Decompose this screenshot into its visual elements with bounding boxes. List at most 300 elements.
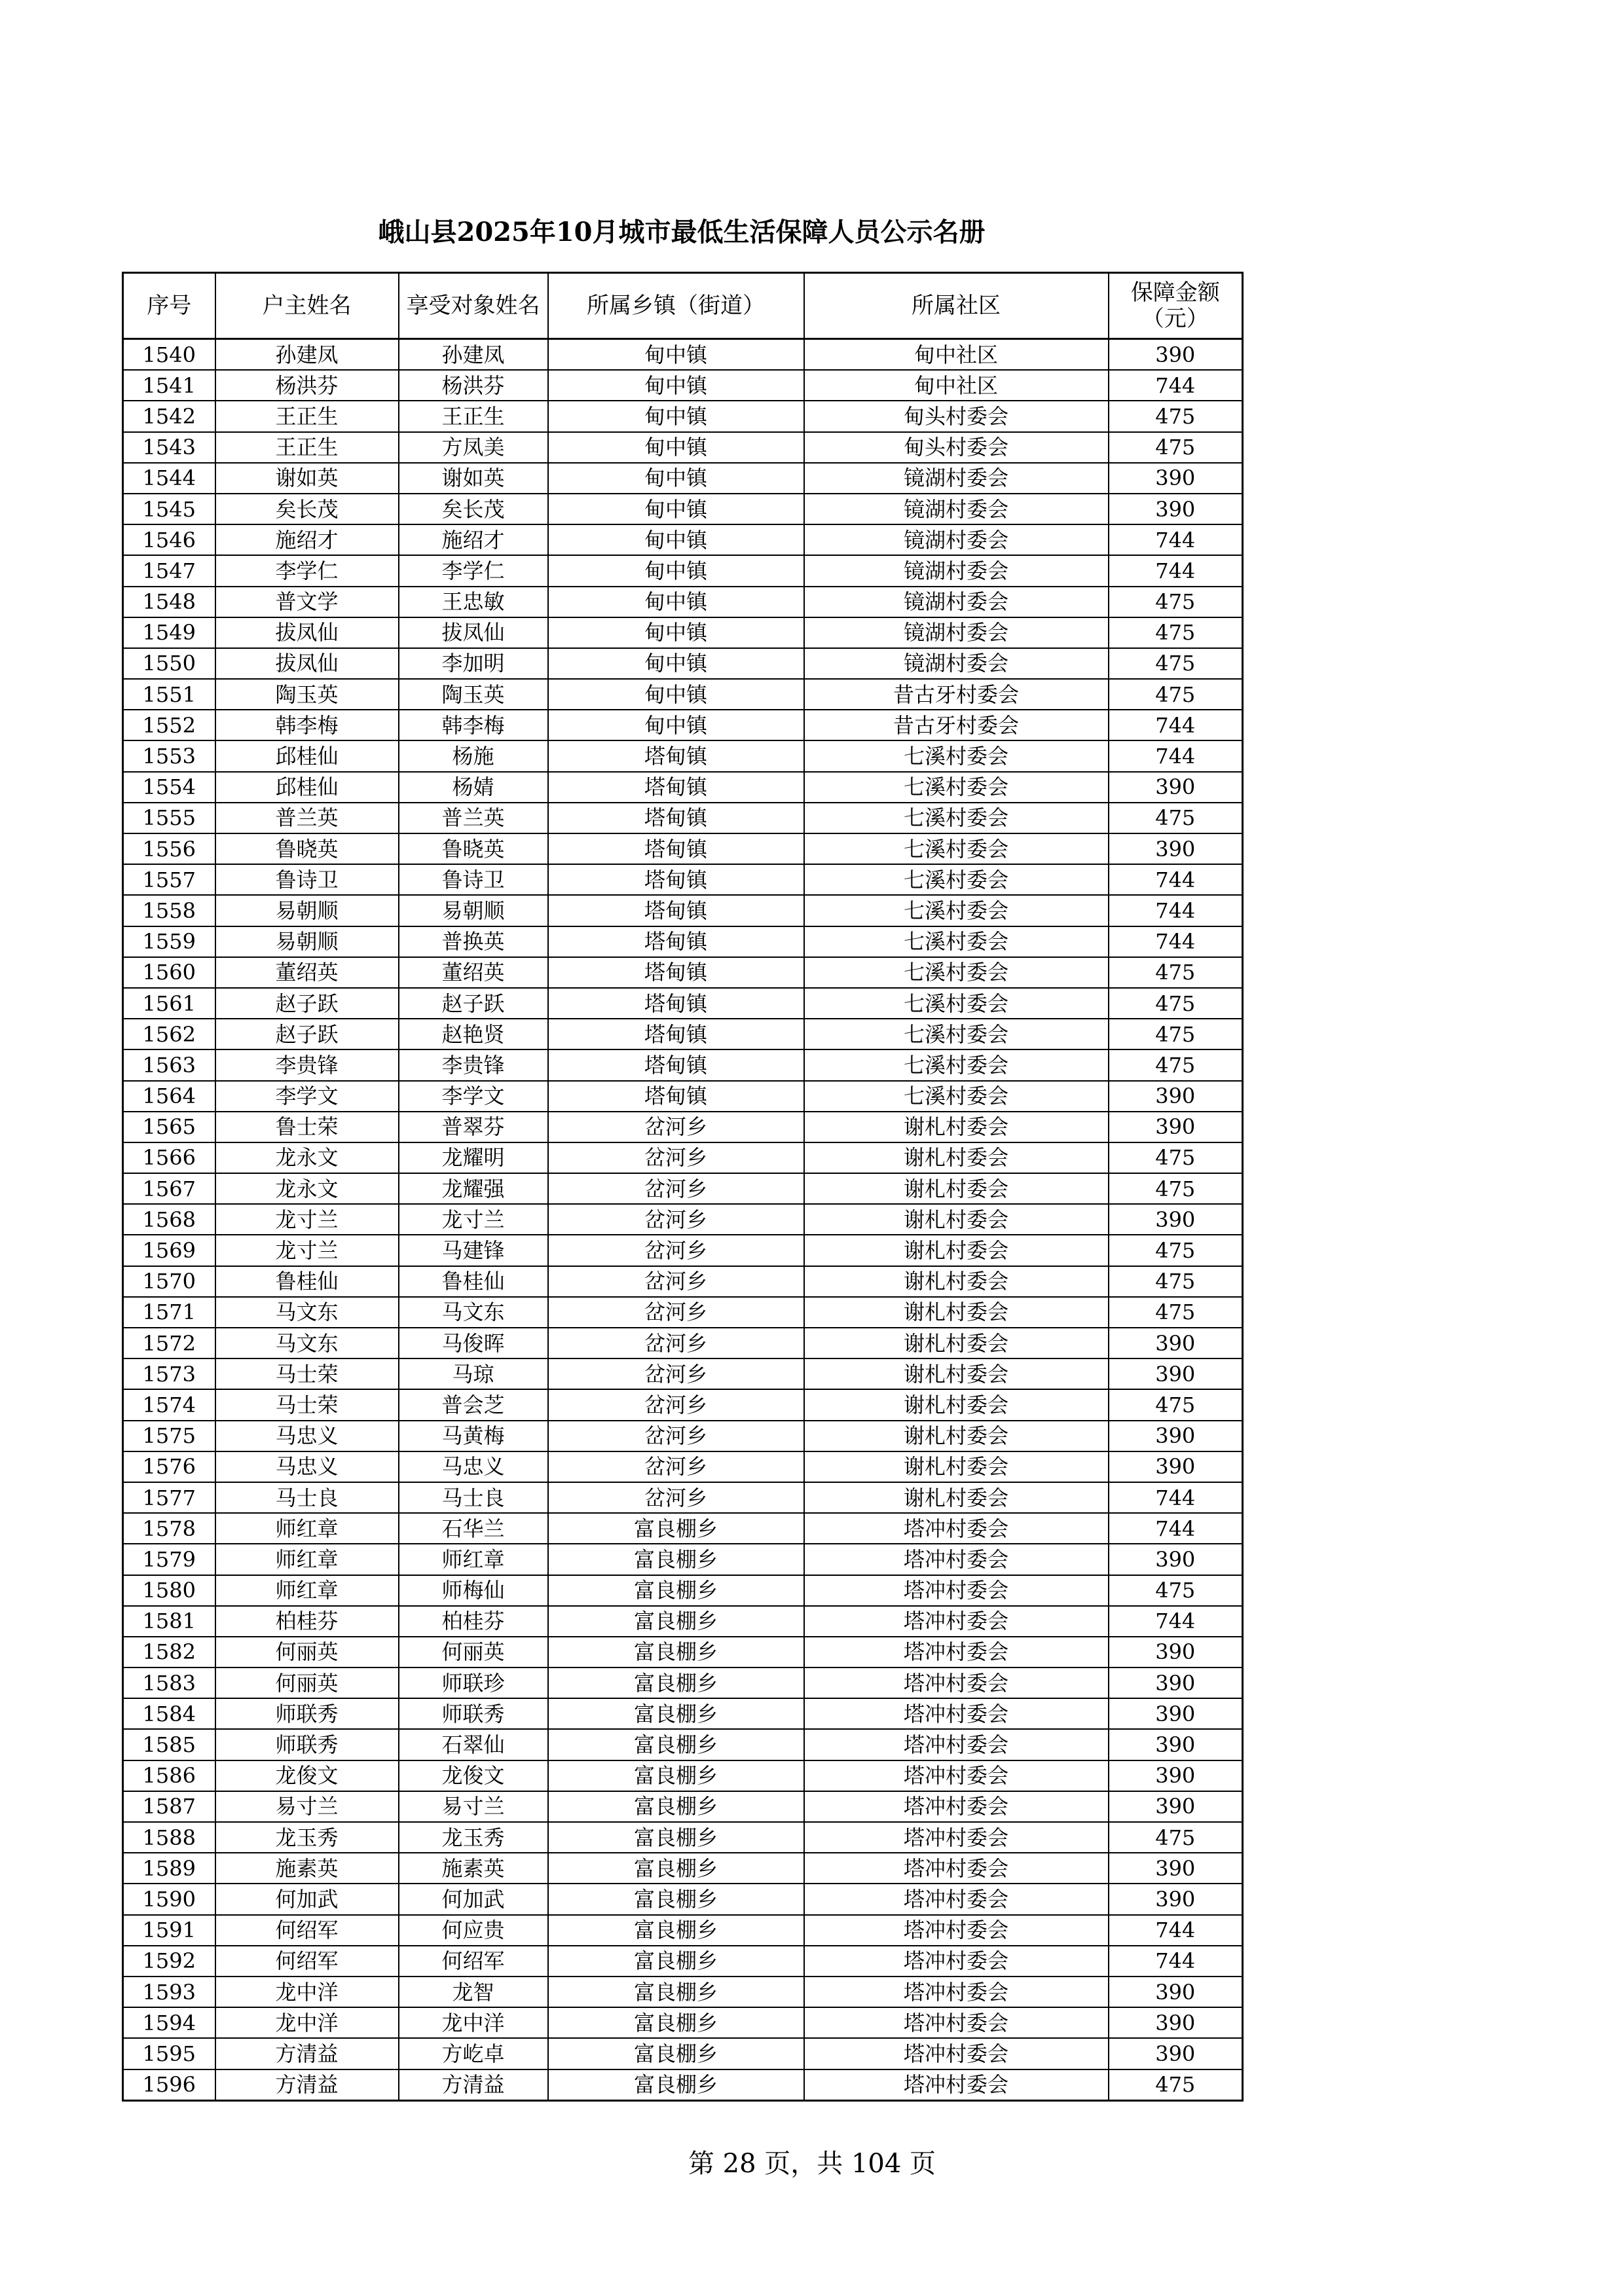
cell-amount: 744 (1109, 1915, 1243, 1946)
cell-beneficiary: 施绍才 (399, 524, 548, 555)
cell-index: 1549 (123, 617, 215, 648)
table-row (123, 1297, 1243, 1328)
cell-householder: 师红章 (215, 1513, 399, 1544)
cell-township: 富良棚乡 (548, 1977, 804, 2007)
cell-amount: 390 (1109, 494, 1243, 524)
cell-community: 昔古牙村委会 (804, 710, 1109, 740)
cell-community: 塔冲村委会 (804, 1853, 1109, 1884)
column-header-amount-line2: （元） (1141, 306, 1209, 332)
cell-index: 1583 (123, 1667, 215, 1698)
cell-beneficiary: 柏桂芬 (399, 1606, 548, 1637)
cell-beneficiary: 李学文 (399, 1081, 548, 1112)
cell-community: 七溪村委会 (804, 864, 1109, 895)
cell-amount: 390 (1109, 1544, 1243, 1575)
cell-amount: 475 (1109, 1019, 1243, 1049)
cell-beneficiary: 易朝顺 (399, 895, 548, 926)
cell-community: 七溪村委会 (804, 772, 1109, 803)
cell-beneficiary: 方屹卓 (399, 2038, 548, 2069)
cell-beneficiary: 陶玉英 (399, 679, 548, 710)
cell-amount: 744 (1109, 710, 1243, 740)
cell-township: 岔河乡 (548, 1112, 804, 1142)
cell-beneficiary: 龙中洋 (399, 2007, 548, 2038)
cell-township: 甸中镇 (548, 617, 804, 648)
cell-township: 塔甸镇 (548, 833, 804, 864)
cell-householder: 邱桂仙 (215, 740, 399, 771)
cell-township: 甸中镇 (548, 679, 804, 710)
cell-amount: 744 (1109, 1513, 1243, 1544)
cell-community: 镜湖村委会 (804, 463, 1109, 494)
table-row (123, 957, 1243, 988)
cell-householder: 马文东 (215, 1297, 399, 1328)
cell-householder: 龙俊文 (215, 1760, 399, 1791)
cell-amount: 475 (1109, 988, 1243, 1019)
cell-index: 1562 (123, 1019, 215, 1049)
cell-householder: 龙寸兰 (215, 1235, 399, 1266)
cell-amount: 475 (1109, 617, 1243, 648)
cell-amount: 475 (1109, 2069, 1243, 2101)
cell-township: 岔河乡 (548, 1297, 804, 1328)
cell-community: 谢札村委会 (804, 1297, 1109, 1328)
cell-community: 昔古牙村委会 (804, 679, 1109, 710)
cell-beneficiary: 矣长茂 (399, 494, 548, 524)
cell-householder: 鲁士荣 (215, 1112, 399, 1142)
cell-householder: 鲁桂仙 (215, 1266, 399, 1297)
cell-township: 富良棚乡 (548, 1791, 804, 1822)
cell-householder: 李学仁 (215, 555, 399, 586)
table-row (123, 494, 1243, 524)
cell-beneficiary: 石华兰 (399, 1513, 548, 1544)
cell-index: 1596 (123, 2069, 215, 2101)
cell-community: 谢札村委会 (804, 1112, 1109, 1142)
cell-index: 1575 (123, 1421, 215, 1451)
cell-amount: 744 (1109, 555, 1243, 586)
cell-index: 1567 (123, 1173, 215, 1204)
cell-amount: 390 (1109, 2038, 1243, 2069)
cell-householder: 龙玉秀 (215, 1822, 399, 1853)
cell-index: 1542 (123, 401, 215, 431)
cell-community: 镜湖村委会 (804, 524, 1109, 555)
cell-amount: 390 (1109, 833, 1243, 864)
cell-community: 塔冲村委会 (804, 2007, 1109, 2038)
table-row (123, 617, 1243, 648)
cell-township: 甸中镇 (548, 555, 804, 586)
cell-index: 1547 (123, 555, 215, 586)
cell-householder: 师红章 (215, 1575, 399, 1606)
table-row (123, 833, 1243, 864)
cell-township: 富良棚乡 (548, 2069, 804, 2101)
cell-amount: 475 (1109, 1142, 1243, 1173)
cell-beneficiary: 师梅仙 (399, 1575, 548, 1606)
cell-township: 塔甸镇 (548, 988, 804, 1019)
cell-index: 1561 (123, 988, 215, 1019)
cell-amount: 390 (1109, 2007, 1243, 2038)
table-row (123, 679, 1243, 710)
cell-householder: 拔凤仙 (215, 617, 399, 648)
cell-index: 1564 (123, 1081, 215, 1112)
cell-householder: 龙中洋 (215, 1977, 399, 2007)
cell-amount: 390 (1109, 1729, 1243, 1760)
table-row (123, 1389, 1243, 1420)
cell-index: 1559 (123, 926, 215, 957)
cell-householder: 陶玉英 (215, 679, 399, 710)
cell-householder: 王正生 (215, 432, 399, 463)
cell-amount: 475 (1109, 1389, 1243, 1420)
cell-beneficiary: 王正生 (399, 401, 548, 431)
cell-township: 岔河乡 (548, 1482, 804, 1513)
cell-index: 1543 (123, 432, 215, 463)
cell-beneficiary: 龙耀明 (399, 1142, 548, 1173)
cell-community: 谢札村委会 (804, 1389, 1109, 1420)
table-row (123, 740, 1243, 771)
cell-beneficiary: 普兰英 (399, 803, 548, 833)
cell-householder: 马士良 (215, 1482, 399, 1513)
cell-index: 1576 (123, 1451, 215, 1482)
cell-community: 甸中社区 (804, 370, 1109, 401)
cell-amount: 390 (1109, 1451, 1243, 1482)
cell-beneficiary: 师红章 (399, 1544, 548, 1575)
cell-amount: 390 (1109, 463, 1243, 494)
cell-beneficiary: 韩李梅 (399, 710, 548, 740)
cell-community: 塔冲村委会 (804, 1729, 1109, 1760)
cell-beneficiary: 易寸兰 (399, 1791, 548, 1822)
cell-amount: 390 (1109, 1977, 1243, 2007)
cell-index: 1588 (123, 1822, 215, 1853)
cell-community: 塔冲村委会 (804, 1822, 1109, 1853)
cell-community: 塔冲村委会 (804, 2038, 1109, 2069)
table-row (123, 463, 1243, 494)
cell-community: 七溪村委会 (804, 1081, 1109, 1112)
cell-township: 甸中镇 (548, 524, 804, 555)
column-header-amount-line1: 保障金额 (1130, 280, 1220, 306)
table-row (123, 1112, 1243, 1142)
cell-amount: 475 (1109, 1235, 1243, 1266)
cell-community: 塔冲村委会 (804, 1637, 1109, 1667)
column-header-amount (1109, 273, 1243, 339)
cell-householder: 何加武 (215, 1884, 399, 1914)
table-row (123, 1173, 1243, 1204)
cell-beneficiary: 赵艳贤 (399, 1019, 548, 1049)
table-row (123, 1977, 1243, 2007)
column-header-index: 序号 (123, 273, 215, 339)
table-row (123, 524, 1243, 555)
table-body (123, 339, 1243, 2101)
cell-householder: 施绍才 (215, 524, 399, 555)
cell-index: 1553 (123, 740, 215, 771)
cell-beneficiary: 马忠义 (399, 1451, 548, 1482)
cell-householder: 韩李梅 (215, 710, 399, 740)
cell-township: 富良棚乡 (548, 1667, 804, 1698)
cell-amount: 475 (1109, 679, 1243, 710)
table-row (123, 1358, 1243, 1389)
cell-amount: 390 (1109, 1884, 1243, 1914)
cell-community: 七溪村委会 (804, 988, 1109, 1019)
cell-beneficiary: 石翠仙 (399, 1729, 548, 1760)
table-row (123, 1513, 1243, 1544)
cell-beneficiary: 赵子跃 (399, 988, 548, 1019)
cell-householder: 马士荣 (215, 1358, 399, 1389)
cell-township: 甸中镇 (548, 401, 804, 431)
cell-beneficiary: 马文东 (399, 1297, 548, 1328)
cell-householder: 李学文 (215, 1081, 399, 1112)
cell-township: 甸中镇 (548, 710, 804, 740)
column-header-township: 所属乡镇（街道） (548, 273, 804, 339)
cell-community: 镜湖村委会 (804, 555, 1109, 586)
cell-index: 1594 (123, 2007, 215, 2038)
cell-beneficiary: 李加明 (399, 648, 548, 679)
cell-amount: 475 (1109, 957, 1243, 988)
cell-index: 1574 (123, 1389, 215, 1420)
table-row (123, 432, 1243, 463)
cell-community: 塔冲村委会 (804, 1977, 1109, 2007)
table-row (123, 1451, 1243, 1482)
table-row (123, 864, 1243, 895)
cell-community: 谢札村委会 (804, 1142, 1109, 1173)
cell-index: 1566 (123, 1142, 215, 1173)
cell-beneficiary: 龙智 (399, 1977, 548, 2007)
cell-householder: 谢如英 (215, 463, 399, 494)
document-title: 峨山县2025年10月城市最低生活保障人员公示名册 (378, 217, 986, 247)
cell-township: 富良棚乡 (548, 1575, 804, 1606)
cell-amount: 390 (1109, 1081, 1243, 1112)
cell-amount: 475 (1109, 1266, 1243, 1297)
cell-index: 1572 (123, 1328, 215, 1358)
cell-township: 塔甸镇 (548, 772, 804, 803)
cell-community: 七溪村委会 (804, 895, 1109, 926)
cell-householder: 施素英 (215, 1853, 399, 1884)
table-row (123, 895, 1243, 926)
cell-amount: 475 (1109, 1822, 1243, 1853)
cell-index: 1550 (123, 648, 215, 679)
cell-index: 1563 (123, 1049, 215, 1080)
cell-index: 1551 (123, 679, 215, 710)
cell-community: 镜湖村委会 (804, 587, 1109, 617)
cell-township: 富良棚乡 (548, 1637, 804, 1667)
cell-index: 1590 (123, 1884, 215, 1914)
cell-householder: 邱桂仙 (215, 772, 399, 803)
table-row (123, 1915, 1243, 1946)
cell-community: 七溪村委会 (804, 957, 1109, 988)
cell-township: 甸中镇 (548, 587, 804, 617)
cell-householder: 何绍军 (215, 1946, 399, 1977)
cell-householder: 孙建凤 (215, 339, 399, 371)
cell-amount: 744 (1109, 895, 1243, 926)
cell-township: 富良棚乡 (548, 1544, 804, 1575)
cell-index: 1554 (123, 772, 215, 803)
cell-township: 塔甸镇 (548, 957, 804, 988)
cell-township: 富良棚乡 (548, 1946, 804, 1977)
table-row (123, 1142, 1243, 1173)
cell-amount: 475 (1109, 401, 1243, 431)
cell-householder: 鲁晓英 (215, 833, 399, 864)
table-row (123, 1606, 1243, 1637)
cell-township: 岔河乡 (548, 1421, 804, 1451)
cell-householder: 赵子跃 (215, 1019, 399, 1049)
cell-amount: 390 (1109, 1421, 1243, 1451)
cell-index: 1540 (123, 339, 215, 371)
cell-amount: 744 (1109, 524, 1243, 555)
cell-householder: 方清益 (215, 2038, 399, 2069)
cell-index: 1555 (123, 803, 215, 833)
cell-township: 岔河乡 (548, 1451, 804, 1482)
cell-amount: 390 (1109, 1760, 1243, 1791)
cell-householder: 王正生 (215, 401, 399, 431)
table-row (123, 2038, 1243, 2069)
cell-community: 谢札村委会 (804, 1173, 1109, 1204)
cell-township: 富良棚乡 (548, 2038, 804, 2069)
cell-township: 甸中镇 (548, 432, 804, 463)
table-row (123, 1049, 1243, 1080)
cell-community: 塔冲村委会 (804, 1606, 1109, 1637)
cell-index: 1556 (123, 833, 215, 864)
cell-township: 富良棚乡 (548, 1513, 804, 1544)
cell-community: 塔冲村委会 (804, 1946, 1109, 1977)
table-row (123, 1266, 1243, 1297)
cell-beneficiary: 龙俊文 (399, 1760, 548, 1791)
cell-householder: 马忠义 (215, 1421, 399, 1451)
cell-amount: 744 (1109, 1606, 1243, 1637)
cell-index: 1579 (123, 1544, 215, 1575)
page-number-footer: 第 28 页，共 104 页 (688, 2149, 936, 2179)
cell-township: 岔河乡 (548, 1204, 804, 1235)
cell-amount: 390 (1109, 1204, 1243, 1235)
cell-beneficiary: 何应贵 (399, 1915, 548, 1946)
cell-beneficiary: 拔凤仙 (399, 617, 548, 648)
cell-community: 谢札村委会 (804, 1235, 1109, 1266)
cell-index: 1591 (123, 1915, 215, 1946)
cell-township: 岔河乡 (548, 1142, 804, 1173)
cell-index: 1592 (123, 1946, 215, 1977)
cell-householder: 李贵锋 (215, 1049, 399, 1080)
table-row (123, 1235, 1243, 1266)
cell-index: 1570 (123, 1266, 215, 1297)
cell-township: 富良棚乡 (548, 1760, 804, 1791)
cell-index: 1578 (123, 1513, 215, 1544)
cell-beneficiary: 普换英 (399, 926, 548, 957)
column-header-beneficiary: 享受对象姓名 (399, 273, 548, 339)
cell-householder: 易寸兰 (215, 1791, 399, 1822)
cell-amount: 744 (1109, 864, 1243, 895)
cell-amount: 390 (1109, 1637, 1243, 1667)
cell-community: 谢札村委会 (804, 1204, 1109, 1235)
cell-householder: 师红章 (215, 1544, 399, 1575)
cell-township: 富良棚乡 (548, 2007, 804, 2038)
cell-beneficiary: 孙建凤 (399, 339, 548, 371)
cell-township: 塔甸镇 (548, 740, 804, 771)
table-row (123, 1204, 1243, 1235)
table-row (123, 803, 1243, 833)
cell-township: 塔甸镇 (548, 1019, 804, 1049)
cell-householder: 师联秀 (215, 1698, 399, 1729)
cell-beneficiary: 方凤美 (399, 432, 548, 463)
table-row (123, 555, 1243, 586)
table-row (123, 1081, 1243, 1112)
cell-beneficiary: 鲁诗卫 (399, 864, 548, 895)
cell-township: 塔甸镇 (548, 1049, 804, 1080)
cell-beneficiary: 李学仁 (399, 555, 548, 586)
cell-community: 甸中社区 (804, 339, 1109, 371)
cell-township: 甸中镇 (548, 339, 804, 371)
table-row (123, 988, 1243, 1019)
cell-township: 塔甸镇 (548, 1081, 804, 1112)
cell-householder: 师联秀 (215, 1729, 399, 1760)
cell-index: 1595 (123, 2038, 215, 2069)
cell-amount: 390 (1109, 339, 1243, 371)
cell-township: 岔河乡 (548, 1266, 804, 1297)
cell-community: 谢札村委会 (804, 1266, 1109, 1297)
cell-township: 塔甸镇 (548, 864, 804, 895)
cell-township: 岔河乡 (548, 1173, 804, 1204)
cell-amount: 475 (1109, 587, 1243, 617)
cell-township: 岔河乡 (548, 1328, 804, 1358)
cell-township: 甸中镇 (548, 370, 804, 401)
table-row (123, 587, 1243, 617)
cell-township: 富良棚乡 (548, 1606, 804, 1637)
cell-index: 1580 (123, 1575, 215, 1606)
cell-householder: 龙永文 (215, 1142, 399, 1173)
cell-community: 塔冲村委会 (804, 1513, 1109, 1544)
table-row (123, 2007, 1243, 2038)
cell-beneficiary: 师联珍 (399, 1667, 548, 1698)
cell-index: 1582 (123, 1637, 215, 1667)
cell-amount: 390 (1109, 1328, 1243, 1358)
cell-index: 1593 (123, 1977, 215, 2007)
cell-community: 塔冲村委会 (804, 1791, 1109, 1822)
cell-index: 1546 (123, 524, 215, 555)
cell-amount: 744 (1109, 1946, 1243, 1977)
cell-index: 1541 (123, 370, 215, 401)
cell-index: 1557 (123, 864, 215, 895)
cell-amount: 390 (1109, 1667, 1243, 1698)
cell-township: 甸中镇 (548, 648, 804, 679)
cell-householder: 杨洪芬 (215, 370, 399, 401)
cell-community: 七溪村委会 (804, 926, 1109, 957)
cell-amount: 475 (1109, 1575, 1243, 1606)
cell-householder: 何丽英 (215, 1637, 399, 1667)
cell-amount: 744 (1109, 740, 1243, 771)
cell-beneficiary: 何绍军 (399, 1946, 548, 1977)
cell-amount: 390 (1109, 1698, 1243, 1729)
cell-township: 富良棚乡 (548, 1698, 804, 1729)
cell-amount: 390 (1109, 1791, 1243, 1822)
cell-beneficiary: 董绍英 (399, 957, 548, 988)
cell-community: 谢札村委会 (804, 1358, 1109, 1389)
cell-householder: 何绍军 (215, 1915, 399, 1946)
table-row (123, 772, 1243, 803)
cell-beneficiary: 何加武 (399, 1884, 548, 1914)
cell-amount: 475 (1109, 1173, 1243, 1204)
cell-householder: 龙寸兰 (215, 1204, 399, 1235)
cell-community: 镜湖村委会 (804, 494, 1109, 524)
cell-householder: 董绍英 (215, 957, 399, 988)
cell-community: 塔冲村委会 (804, 1575, 1109, 1606)
cell-township: 富良棚乡 (548, 1853, 804, 1884)
cell-community: 塔冲村委会 (804, 1698, 1109, 1729)
table-row (123, 1760, 1243, 1791)
cell-index: 1552 (123, 710, 215, 740)
cell-index: 1577 (123, 1482, 215, 1513)
table-row (123, 1637, 1243, 1667)
cell-index: 1571 (123, 1297, 215, 1328)
cell-community: 谢札村委会 (804, 1421, 1109, 1451)
cell-index: 1586 (123, 1760, 215, 1791)
table-row (123, 1575, 1243, 1606)
table-row (123, 1667, 1243, 1698)
cell-amount: 390 (1109, 1358, 1243, 1389)
cell-beneficiary: 何丽英 (399, 1637, 548, 1667)
cell-amount: 744 (1109, 370, 1243, 401)
cell-beneficiary: 普翠芬 (399, 1112, 548, 1142)
cell-beneficiary: 杨施 (399, 740, 548, 771)
